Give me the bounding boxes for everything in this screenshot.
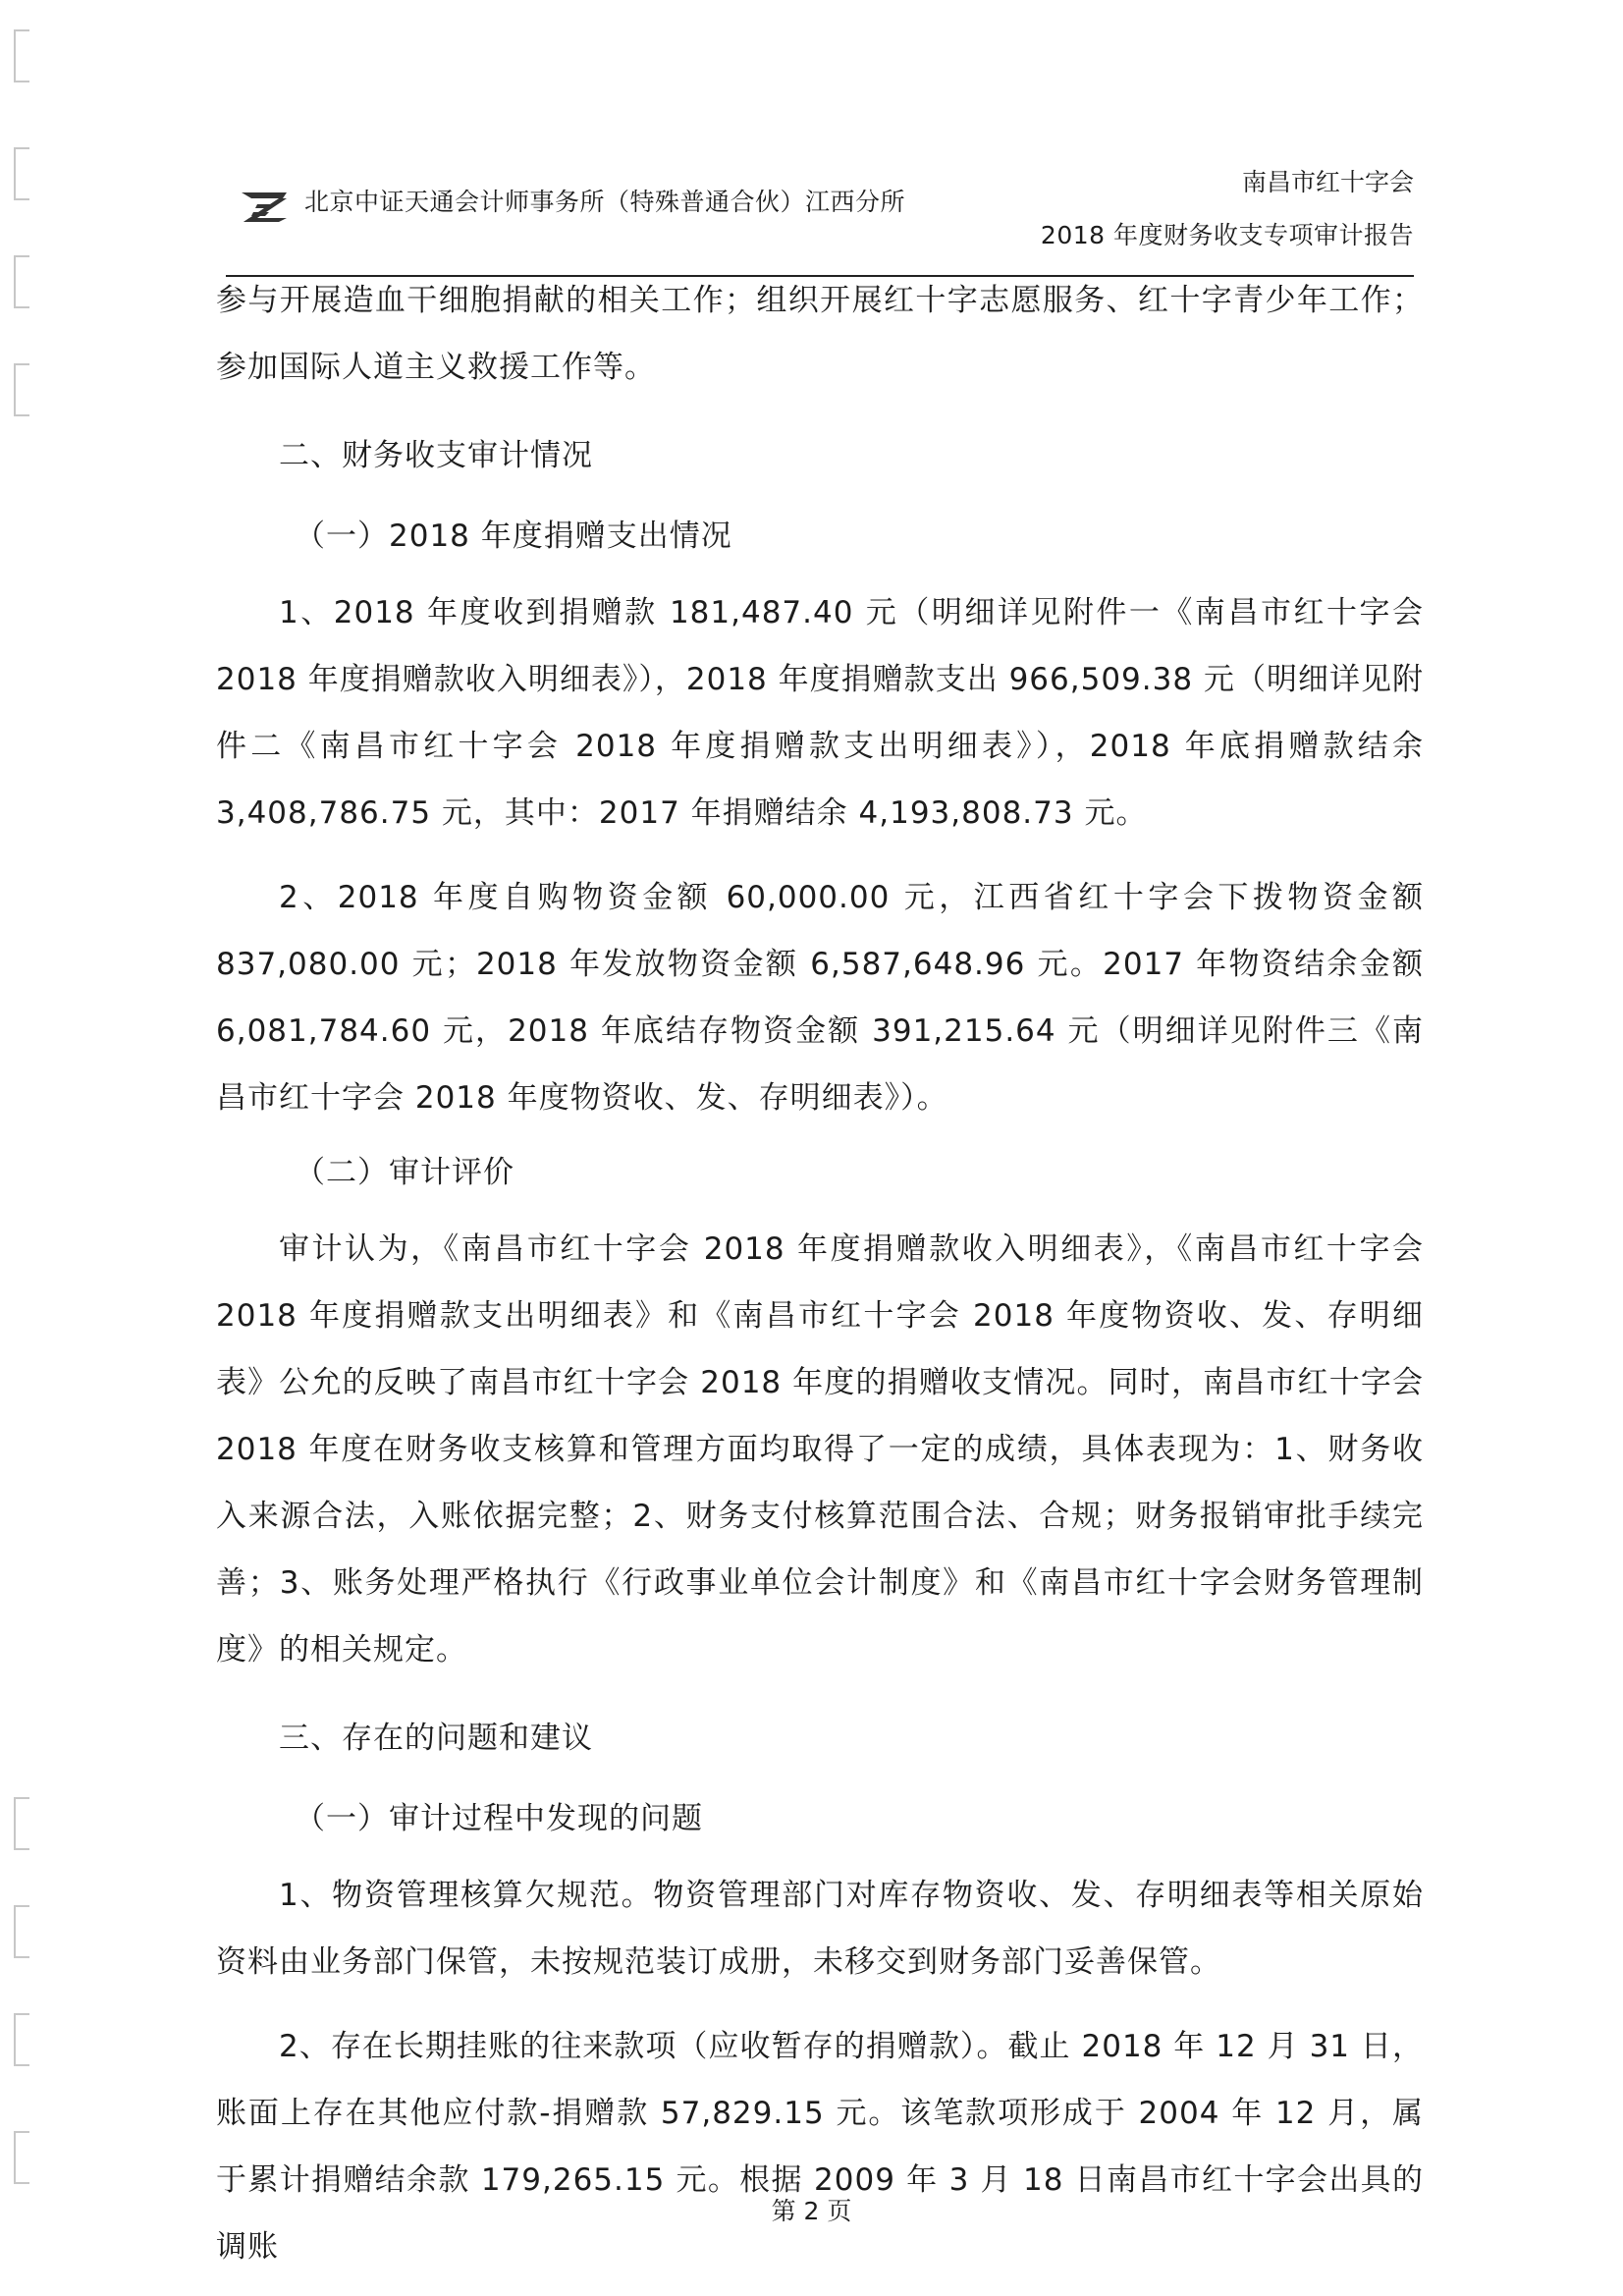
intro-paragraph: 参与开展造血干细胞捐献的相关工作；组织开展红十字志愿服务、红十字青少年工作；参加国际人道主义救援工作等。 [216, 283, 1424, 385]
binding-mark [14, 1797, 29, 1850]
binding-mark [14, 2131, 29, 2184]
binding-mark [14, 2013, 29, 2066]
subsection-heading: （一）2018 年度捐赠支出情况 [295, 519, 732, 554]
subsection-heading: （一）审计过程中发现的问题 [295, 1801, 703, 1836]
page-header [226, 147, 1414, 280]
page-number: 第 2 页 [771, 2197, 852, 2225]
client-name: 南昌市红十字会 [1241, 168, 1414, 196]
binding-mark [14, 29, 29, 82]
subsection-heading: （二）审计评价 [295, 1155, 514, 1190]
binding-mark [14, 1905, 29, 1958]
issue-paragraph-1: 1、物资管理核算欠规范。物资管理部门对库存物资收、发、存明细表等相关原始资料由业务部门保管，未按规范装订成册，未移交到财务部门妥善保管。 [216, 1878, 1424, 1980]
firm-logo-icon [240, 189, 291, 228]
binding-mark [14, 255, 29, 308]
document-body [216, 267, 1424, 2280]
issue-paragraph-2: 2、存在长期挂账的往来款项（应收暂存的捐赠款）。截止 2018 年 12 月 31 日，账面上存在其他应付款-捐赠款 57,829.15 元。该笔款项形成于 2004 年 12 月，属于累计捐赠结余款 179,265.15 元。根据 2009 年 3 月 18 日南昌市红十字会出具的调账 [216, 2029, 1424, 2265]
section-heading: 三、存在的问题和建议 [279, 1721, 593, 1756]
paragraph-item-1: 1、2018 年度收到捐赠款 181,487.40 元（明细详见附件一《南昌市红十字会 2018 年度捐赠款收入明细表》），2018 年度捐赠款支出 966,509.38 元（明细详见附件二《南昌市红十字会 2018 年度捐赠款支出明细表》），2018 年底捐赠款结余 3,408,786.75 元，其中：2017 年捐赠结余 4,193,808.73 元。 [216, 595, 1424, 831]
paragraph-item-2: 2、2018 年度自购物资金额 60,000.00 元，江西省红十字会下拨物资金额 837,080.00 元；2018 年发放物资金额 6,587,648.96 元。2017 年物资结余金额 6,081,784.60 元，2018 年底结存物资金额 391,215.64 元（明细详见附件三《南昌市红十字会 2018 年度物资收、发、存明细表》）。 [216, 880, 1424, 1116]
evaluation-paragraph: 审计认为，《南昌市红十字会 2018 年度捐赠款收入明细表》，《南昌市红十字会 2018 年度捐赠款支出明细表》和《南昌市红十字会 2018 年度物资收、发、存明细表》公允的反映了南昌市红十字会 2018 年度的捐赠收支情况。同时，南昌市红十字会 2018 年度在财务收支核算和管理方面均取得了一定的成绩，具体表现为：1、财务收入来源合法，入账依据完整；2、财务支付核算范围合法、合规；财务报销审批手续完善；3、账务处理严格执行《行政事业单位会计制度》和《南昌市红十字会财务管理制度》的相关规定。 [216, 1231, 1424, 1667]
report-title: 2018 年度财务收支专项审计报告 [1040, 221, 1414, 249]
section-heading: 二、财务收支审计情况 [279, 438, 593, 473]
binding-mark [14, 147, 29, 200]
firm-name: 北京中证天通会计师事务所（特殊普通合伙）江西分所 [304, 188, 906, 216]
binding-mark [14, 363, 29, 416]
